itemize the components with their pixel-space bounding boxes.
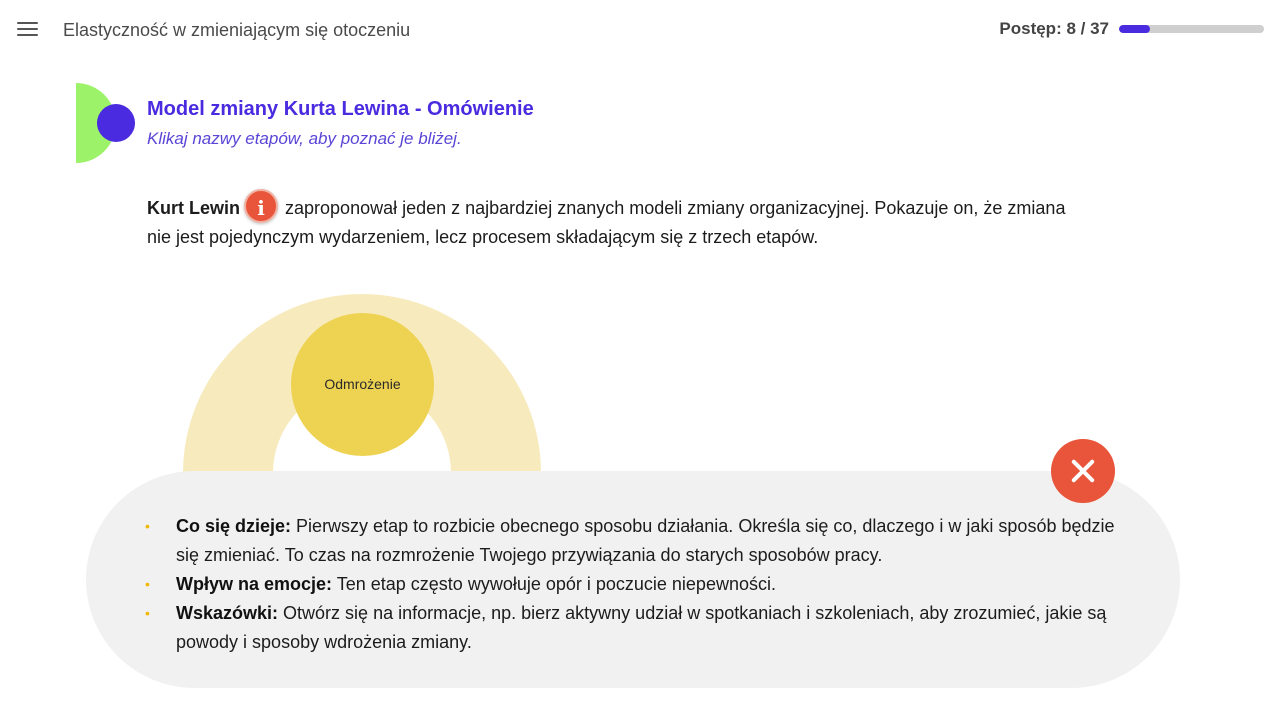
- course-title: Elastyczność w zmieniającym się otoczeniu: [63, 20, 411, 40]
- bullet-icon: •: [145, 518, 150, 534]
- item-text: Pierwszy etap to rozbicie obecnego sposobu działania. Określa się co, dlaczego i w jaki sposób będzie się zmieniać. To czas na rozmrożenie Twojego przywiązania do starych sposobów pracy.: [176, 516, 1115, 565]
- item-label: Wskazówki:: [176, 603, 279, 623]
- list-item: [145, 570, 1136, 599]
- item-label: Co się dzieje:: [176, 516, 292, 536]
- hamburger-menu-icon[interactable]: [16, 20, 40, 38]
- stage-label: Odmrożenie: [324, 376, 401, 392]
- stage-detail-panel: [86, 471, 1180, 688]
- intro-text: zaproponował jeden z najbardziej znanych modeli zmiany organizacyjnej. Pokazuje on, że zmiana nie jest pojedynczym wydarzeniem, lecz procesem składającym się z trzech etapów.: [147, 198, 1066, 247]
- author-name: Kurt Lewin: [147, 198, 240, 218]
- list-item: [145, 512, 1136, 570]
- intro-paragraph: [147, 189, 1067, 252]
- info-icon[interactable]: [244, 189, 278, 223]
- bullet-icon: •: [145, 605, 150, 621]
- section-title: Model zmiany Kurta Lewina - Omówienie: [147, 98, 534, 120]
- progress-bar: [1119, 25, 1264, 33]
- bullet-icon: •: [145, 576, 150, 592]
- detail-list: [145, 512, 1136, 657]
- item-text: Otwórz się na informacje, np. bierz aktywny udział w spotkaniach i szkoleniach, aby zrozumieć, jakie są powody i sposoby wdrożenia zmiany.: [176, 603, 1107, 652]
- top-bar: [0, 0, 1280, 58]
- list-item: [145, 599, 1136, 657]
- progress-label: Postęp: 8 / 37: [999, 19, 1109, 38]
- info-icon-glyph: i: [257, 196, 265, 220]
- decorative-dot: [97, 104, 135, 142]
- section-subtitle: Klikaj nazwy etapów, aby poznać je bliżej.: [147, 129, 462, 148]
- item-text: Ten etap często wywołuje opór i poczucie niepewności.: [336, 574, 776, 594]
- progress-bar-fill: [1119, 25, 1150, 33]
- close-icon[interactable]: [1051, 439, 1115, 503]
- item-label: Wpływ na emocje:: [176, 574, 333, 594]
- stage-unfreeze-button[interactable]: [291, 313, 434, 456]
